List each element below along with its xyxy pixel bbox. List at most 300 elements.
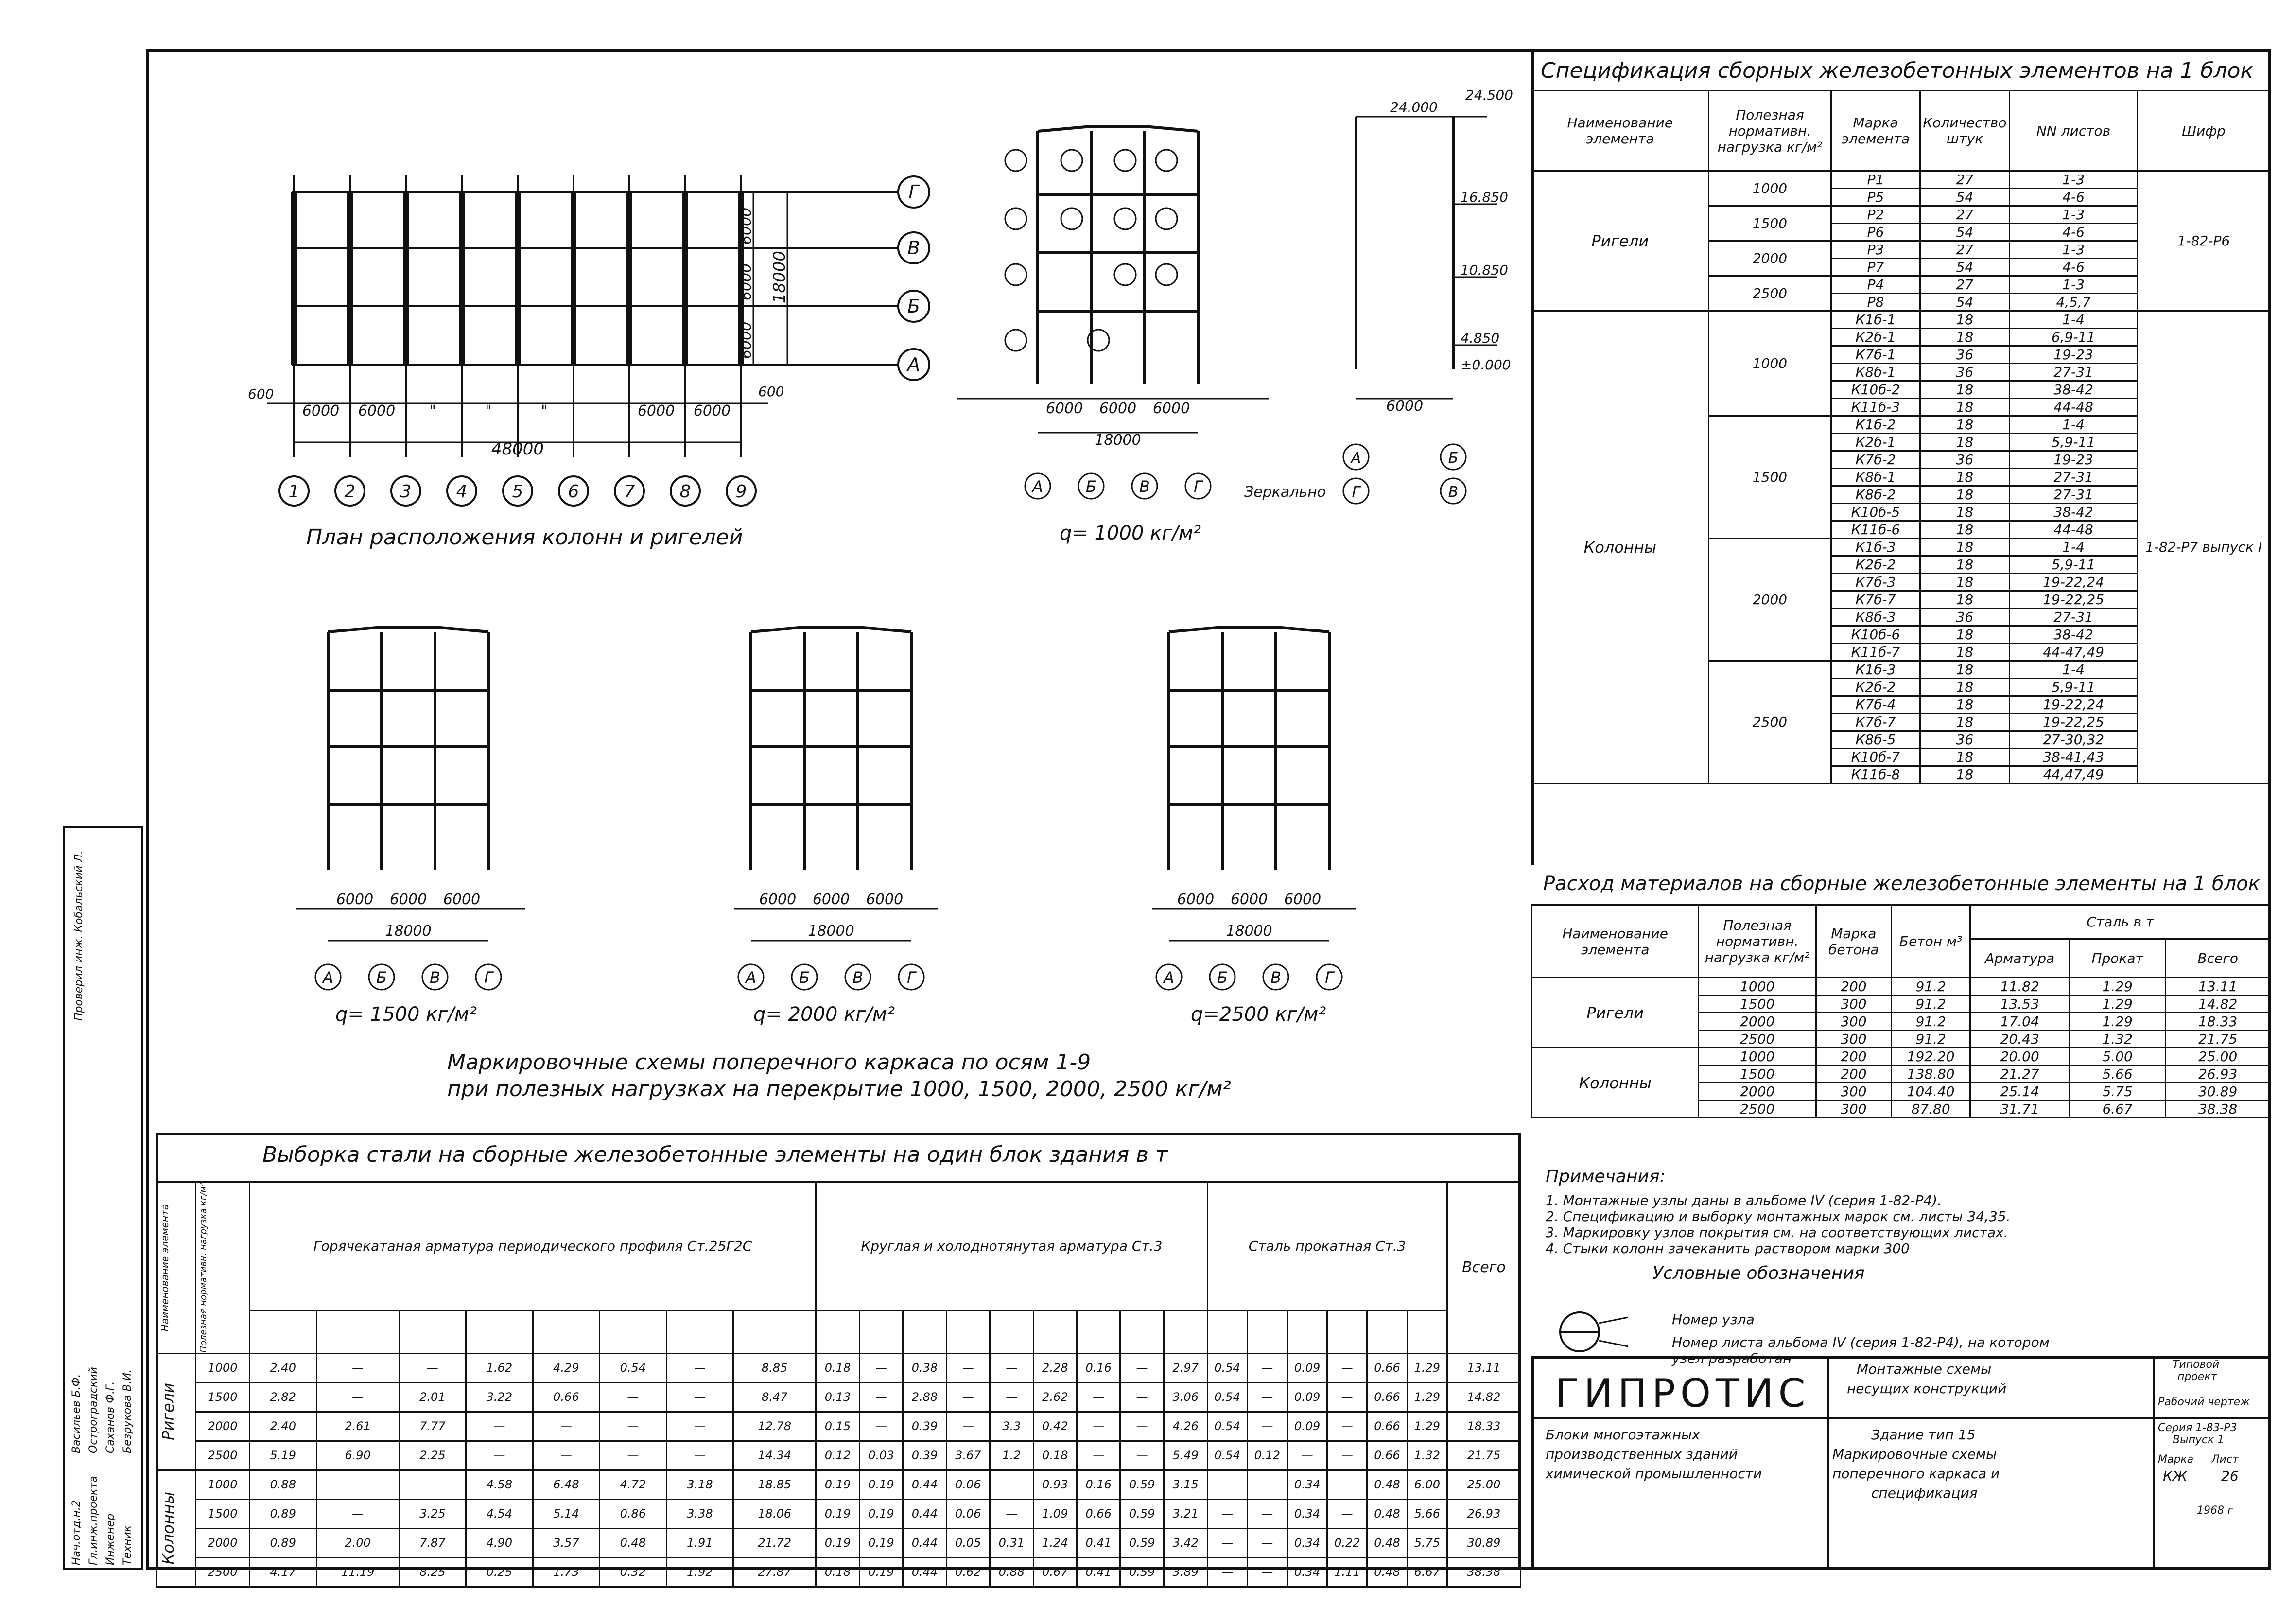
steel-cell: 0.25 — [466, 1557, 533, 1587]
mat-concrete: 91.2 — [1891, 978, 1970, 996]
steel-cell: 3.57 — [533, 1528, 600, 1557]
frame-axis-v: В — [430, 968, 440, 987]
note-4: 4. Стыки колонн зачеканить раствором марки 300 — [1546, 1240, 1910, 1257]
materials-title: Расход материалов на сборные железобетонные элементы на 1 блок — [1543, 873, 2260, 895]
spec-sheets: 44-48 — [2010, 521, 2138, 539]
spec-count: 27 — [1920, 241, 2010, 259]
steel-cell: 0.48 — [1367, 1528, 1407, 1557]
spec-count: 36 — [1920, 346, 2010, 364]
spec-mark: Р8 — [1831, 294, 1920, 311]
mat-rebar: 25.14 — [1970, 1083, 2069, 1100]
spec-sheets: 38-41,43 — [2010, 749, 2138, 766]
steel-cell: 1.24 — [1033, 1528, 1077, 1557]
steel-cell: — — [1247, 1353, 1287, 1382]
steel-cell: — — [1120, 1412, 1164, 1441]
steel-load: 1500 — [196, 1499, 250, 1528]
mat-mark: 300 — [1816, 1100, 1891, 1118]
steel-cell: — — [1077, 1382, 1120, 1412]
steel-cell: 0.44 — [903, 1499, 946, 1528]
spec-mark: К8б-5 — [1831, 731, 1920, 749]
span-dim-1: 6000 — [336, 891, 374, 908]
frame-axis-a: А — [746, 968, 756, 987]
steel-cell: 3.42 — [1164, 1528, 1207, 1557]
stamp-project-3: химической промышленности — [1546, 1466, 1762, 1482]
note-3: 3. Маркировку узлов покрытия см. на соответствующих листах. — [1546, 1224, 2008, 1240]
section-mark-24000: 24.000 — [1390, 99, 1438, 115]
axis-num-4: 4 — [456, 482, 468, 502]
steel-cell: 0.54 — [1207, 1382, 1247, 1412]
frame-axis-b: Б — [1217, 968, 1228, 987]
steel-row — [157, 1441, 1521, 1470]
steel-cell: — — [399, 1353, 466, 1382]
spec-sheets: 5,9-11 — [2010, 556, 2138, 574]
steel-cell: 5.14 — [533, 1499, 600, 1528]
steel-cell: 0.59 — [1120, 1528, 1164, 1557]
span-dim-2: 6000 — [1099, 400, 1137, 417]
steel-subheader-cell — [990, 1310, 1033, 1353]
mat-header-total: Всего — [2166, 939, 2270, 978]
steel-cell: 0.19 — [816, 1528, 859, 1557]
steel-cell: 3.15 — [1164, 1470, 1207, 1499]
mat-total: 25.00 — [2166, 1048, 2270, 1066]
steel-cell: 18.33 — [1447, 1412, 1521, 1441]
spec-count: 18 — [1920, 504, 2010, 521]
axis-num-6: 6 — [568, 482, 579, 502]
steel-load: 1500 — [196, 1382, 250, 1412]
steel-cell: 0.93 — [1033, 1470, 1077, 1499]
stamp-title-1: Здание тип 15 — [1871, 1427, 1976, 1443]
spec-sheets: 4-6 — [2010, 224, 2138, 241]
mat-rolled: 1.32 — [2069, 1031, 2166, 1048]
mat-concrete: 91.2 — [1891, 996, 1970, 1013]
span-dim-1: 6000 — [1045, 400, 1083, 417]
note-1: 1. Монтажные узлы даны в альбоме IV (серия 1-82-Р4). — [1546, 1192, 1942, 1208]
steel-row — [157, 1382, 1521, 1412]
dim-bottom-8: 600 — [758, 384, 784, 400]
axis-label-a: А — [907, 354, 920, 375]
axis-label-b: Б — [907, 296, 921, 317]
steel-cell: 8.85 — [733, 1353, 816, 1382]
steel-cell: — — [990, 1499, 1033, 1528]
steel-cell: 0.41 — [1077, 1528, 1120, 1557]
dim-total: 48000 — [491, 439, 544, 459]
span-dim-1: 6000 — [759, 891, 797, 908]
steel-subheader-cell — [859, 1310, 903, 1353]
spec-count: 18 — [1920, 574, 2010, 591]
stamp-divider-v1 — [1827, 1356, 1829, 1570]
spec-count: 27 — [1920, 171, 2010, 189]
stamp-sheet-value: 26 — [2221, 1468, 2239, 1484]
stamp-title-3: поперечного каркаса и — [1832, 1466, 2000, 1482]
frame-scheme-2500 — [1084, 617, 1434, 1031]
mat-rolled: 1.29 — [2069, 1013, 2166, 1031]
spec-sheets: 1-4 — [2010, 416, 2138, 434]
steel-cell: 4.26 — [1164, 1412, 1207, 1441]
steel-cell: 0.67 — [1033, 1557, 1077, 1587]
materials-table — [1531, 904, 2271, 1118]
side-row-3-role: Инженер — [104, 1513, 117, 1565]
mat-header-rolled: Прокат — [2069, 939, 2166, 978]
mat-header-load: Полезная нормативн. нагрузка кг/м² — [1699, 905, 1816, 978]
mat-mark: 200 — [1816, 1048, 1891, 1066]
steel-cell: 0.66 — [1367, 1412, 1407, 1441]
steel-cell: 0.86 — [600, 1499, 667, 1528]
steel-subheader-cell — [1287, 1310, 1327, 1353]
spec-load: 2500 — [1708, 661, 1831, 784]
steel-cell: — — [859, 1353, 903, 1382]
steel-cell: 0.34 — [1287, 1528, 1327, 1557]
plan-title: План расположения колонн и ригелей — [306, 525, 743, 550]
steel-cell: — — [1247, 1470, 1287, 1499]
steel-group-rolled: Сталь прокатная Ст.3 — [1207, 1182, 1447, 1311]
steel-cell: 0.89 — [250, 1528, 317, 1557]
legend-node: Номер узла — [1672, 1311, 1755, 1328]
span-total: 18000 — [1226, 923, 1272, 940]
steel-cell: — — [1077, 1441, 1120, 1470]
spec-count: 18 — [1920, 679, 2010, 696]
mat-concrete: 138.80 — [1891, 1066, 1970, 1083]
spec-mark: Р5 — [1831, 189, 1920, 206]
span-total: 18000 — [1095, 432, 1141, 449]
dim-right-3: 6000 — [738, 321, 755, 359]
frame-axis-v: В — [852, 968, 863, 987]
steel-element-name — [157, 1470, 196, 1587]
spec-mark: Р2 — [1831, 206, 1920, 224]
dim-bottom-4: " — [485, 402, 492, 419]
steel-cell: 14.34 — [733, 1441, 816, 1470]
steel-cell: — — [859, 1412, 903, 1441]
spec-sheets: 19-22,24 — [2010, 574, 2138, 591]
steel-cell: — — [946, 1353, 990, 1382]
steel-cell: — — [666, 1382, 733, 1412]
span-dim-2: 6000 — [389, 891, 427, 908]
spec-sheets: 6,9-11 — [2010, 329, 2138, 346]
steel-cell: 0.39 — [903, 1412, 946, 1441]
steel-cell: 0.48 — [1367, 1557, 1407, 1587]
spec-title: Спецификация сборных железобетонных элементов на 1 блок — [1541, 58, 2254, 83]
steel-cell: 38.38 — [1447, 1557, 1521, 1587]
spec-mark: Р1 — [1831, 171, 1920, 189]
legend-node-symbol — [1555, 1308, 1633, 1361]
steel-cell: — — [1327, 1353, 1367, 1382]
steel-cell: 3.25 — [399, 1499, 466, 1528]
spec-mark: К10б-2 — [1831, 381, 1920, 399]
steel-cell: — — [316, 1382, 399, 1412]
spec-sheets: 44,47,49 — [2010, 766, 2138, 784]
steel-subheader-cell — [250, 1310, 317, 1353]
steel-cell: — — [600, 1441, 667, 1470]
steel-load: 2500 — [196, 1557, 250, 1587]
steel-cell: 0.06 — [946, 1470, 990, 1499]
spec-header-load: Полезная нормативн. нагрузка кг/м² — [1708, 91, 1831, 171]
spec-count: 18 — [1920, 311, 2010, 329]
dim-bottom-0: 600 — [248, 386, 274, 402]
spec-sheets: 1-4 — [2010, 539, 2138, 556]
span-total: 18000 — [808, 923, 854, 940]
steel-row — [157, 1528, 1521, 1557]
side-row-1-name: Васильев Б.Ф. — [70, 1374, 83, 1453]
frame-axis-v: В — [1139, 477, 1150, 496]
notes-title: Примечания: — [1546, 1167, 1666, 1187]
steel-cell: 8.47 — [733, 1382, 816, 1412]
steel-cell: 0.54 — [1207, 1441, 1247, 1470]
spec-header-count: Количество штук — [1920, 91, 2010, 171]
steel-cell: 1.32 — [1407, 1441, 1447, 1470]
spec-count: 54 — [1920, 189, 2010, 206]
mat-rebar: 21.27 — [1970, 1066, 2069, 1083]
spec-sheets: 1-3 — [2010, 171, 2138, 189]
spec-count: 18 — [1920, 661, 2010, 679]
axis-num-7: 7 — [624, 482, 635, 502]
load-label-1500: q= 1500 кг/м² — [335, 1003, 477, 1026]
steel-cell: 2.00 — [316, 1528, 399, 1557]
mat-header-name: Наименование элемента — [1532, 905, 1699, 978]
steel-row — [157, 1470, 1521, 1499]
stamp-sheet-label: Лист — [2211, 1453, 2239, 1466]
spec-element-name: Ригели — [1532, 171, 1709, 311]
spec-mark: К1б-2 — [1831, 416, 1920, 434]
section-mark-16850: 16.850 — [1461, 189, 1508, 205]
mat-concrete: 87.80 — [1891, 1100, 1970, 1118]
spec-count: 18 — [1920, 416, 2010, 434]
span-total: 18000 — [385, 923, 432, 940]
steel-cell: — — [990, 1353, 1033, 1382]
steel-subheader-cell — [1077, 1310, 1120, 1353]
steel-cell: — — [1120, 1382, 1164, 1412]
steel-subheader-cell — [399, 1310, 466, 1353]
steel-cell: 0.39 — [903, 1441, 946, 1470]
spec-count: 18 — [1920, 539, 2010, 556]
spec-count: 36 — [1920, 731, 2010, 749]
mat-mark: 300 — [1816, 1083, 1891, 1100]
mat-rolled: 1.29 — [2069, 978, 2166, 996]
steel-cell: 3.18 — [666, 1470, 733, 1499]
spec-sheets: 19-22,25 — [2010, 714, 2138, 731]
section-mark-zero: ±0.000 — [1461, 357, 1511, 373]
steel-cell: 6.00 — [1407, 1470, 1447, 1499]
spec-count: 54 — [1920, 259, 2010, 276]
steel-cell: — — [946, 1382, 990, 1412]
mat-header-steel: Сталь в т — [1970, 905, 2270, 939]
axis-num-1: 1 — [288, 482, 300, 502]
spec-sheets: 5,9-11 — [2010, 679, 2138, 696]
steel-subheader-cell — [733, 1310, 816, 1353]
steel-cell: 0.09 — [1287, 1412, 1327, 1441]
steel-cell: 27.87 — [733, 1557, 816, 1587]
spec-load: 1500 — [1708, 416, 1831, 539]
spec-sheets: 1-4 — [2010, 661, 2138, 679]
steel-cell: — — [859, 1382, 903, 1412]
spec-load: 2500 — [1708, 276, 1831, 311]
steel-subheader-cell — [1247, 1310, 1287, 1353]
stamp-type-1: Типовой — [2173, 1359, 2220, 1371]
spec-sheets: 1-3 — [2010, 276, 2138, 294]
steel-subheader-cell — [1033, 1310, 1077, 1353]
steel-cell: 7.77 — [399, 1412, 466, 1441]
steel-cell: — — [316, 1353, 399, 1382]
mat-total: 18.33 — [2166, 1013, 2270, 1031]
steel-cell: 2.62 — [1033, 1382, 1077, 1412]
spec-mark: К10б-5 — [1831, 504, 1920, 521]
mat-rolled: 1.29 — [2069, 996, 2166, 1013]
dim-bottom-2: 6000 — [358, 402, 396, 419]
spec-sheets: 38-42 — [2010, 504, 2138, 521]
steel-cell: 5.49 — [1164, 1441, 1207, 1470]
column-section-drawing — [1244, 87, 1513, 520]
steel-cell: 0.34 — [1287, 1499, 1327, 1528]
section-span: 6000 — [1386, 398, 1424, 415]
spec-sheets: 44-48 — [2010, 399, 2138, 416]
spec-count: 18 — [1920, 469, 2010, 486]
side-row-1-role: Нач.отд.н.2 — [70, 1500, 83, 1565]
spec-sheets: 27-31 — [2010, 486, 2138, 504]
steel-cell: 0.19 — [859, 1470, 903, 1499]
steel-cell: 2.25 — [399, 1441, 466, 1470]
spec-mark: К10б-6 — [1831, 626, 1920, 644]
steel-cell: 0.32 — [600, 1557, 667, 1587]
frame-axis-v: В — [1270, 968, 1281, 987]
spec-table — [1531, 90, 2271, 784]
legend-sheet-2: узел разработан — [1672, 1350, 1792, 1366]
steel-cell: — — [533, 1441, 600, 1470]
mat-mark: 300 — [1816, 1031, 1891, 1048]
spec-header-cipher: Шифр — [2138, 91, 2270, 171]
spec-count: 18 — [1920, 434, 2010, 451]
spec-count: 18 — [1920, 381, 2010, 399]
steel-row — [157, 1353, 1521, 1382]
steel-cell: — — [1327, 1499, 1367, 1528]
stamp-title-4: спецификация — [1871, 1485, 1978, 1501]
mat-rebar: 20.00 — [1970, 1048, 2069, 1066]
steel-cell: — — [600, 1382, 667, 1412]
mat-load: 2500 — [1699, 1100, 1816, 1118]
steel-load: 1000 — [196, 1353, 250, 1382]
steel-cell: 0.42 — [1033, 1412, 1077, 1441]
steel-cell: 0.06 — [946, 1499, 990, 1528]
steel-cell: — — [1207, 1557, 1247, 1587]
steel-cell: 1.29 — [1407, 1382, 1447, 1412]
steel-table — [156, 1181, 1521, 1588]
steel-cell: 0.44 — [903, 1528, 946, 1557]
steel-cell: 1.29 — [1407, 1353, 1447, 1382]
spec-sheets: 1-4 — [2010, 311, 2138, 329]
steel-cell: 0.38 — [903, 1353, 946, 1382]
steel-cell: 0.48 — [1367, 1499, 1407, 1528]
steel-element-name-text: Ригели — [159, 1383, 177, 1441]
mat-mark: 300 — [1816, 1013, 1891, 1031]
mat-header-concrete: Бетон м³ — [1891, 905, 1970, 978]
steel-cell: 30.89 — [1447, 1528, 1521, 1557]
span-dim-2: 6000 — [1230, 891, 1268, 908]
spec-count: 54 — [1920, 294, 2010, 311]
spec-count: 54 — [1920, 224, 2010, 241]
spec-load: 1000 — [1708, 311, 1831, 416]
mat-rebar: 11.82 — [1970, 978, 2069, 996]
mat-load: 2000 — [1699, 1013, 1816, 1031]
steel-cell: 0.18 — [816, 1353, 859, 1382]
steel-cell: 8.25 — [399, 1557, 466, 1587]
mat-total: 13.11 — [2166, 978, 2270, 996]
steel-cell: 0.59 — [1120, 1499, 1164, 1528]
axis-num-5: 5 — [512, 482, 523, 502]
spec-mark: К2б-2 — [1831, 556, 1920, 574]
spec-header-mark: Марка элемента — [1831, 91, 1920, 171]
steel-cell: — — [1247, 1412, 1287, 1441]
steel-cell: 2.28 — [1033, 1353, 1077, 1382]
spec-mark: К7б-1 — [1831, 346, 1920, 364]
steel-subheader-cell — [466, 1310, 533, 1353]
mat-rolled: 6.67 — [2069, 1100, 2166, 1118]
frame-axis-a: А — [1032, 477, 1043, 496]
spec-count: 18 — [1920, 766, 2010, 784]
steel-cell: 2.88 — [903, 1382, 946, 1412]
steel-cell: — — [1327, 1470, 1367, 1499]
spec-count: 18 — [1920, 521, 2010, 539]
steel-group-hot: Горячекатаная арматура периодического профиля Ст.25Г2С — [250, 1182, 816, 1311]
steel-row — [157, 1557, 1521, 1587]
steel-cell: 0.48 — [600, 1528, 667, 1557]
spec-load: 2000 — [1708, 539, 1831, 661]
spec-load: 1000 — [1708, 171, 1831, 206]
spec-mark: К2б-1 — [1831, 329, 1920, 346]
axis-num-8: 8 — [679, 482, 691, 502]
stamp-mark-value: КЖ — [2163, 1468, 2188, 1484]
steel-cell: 0.19 — [859, 1557, 903, 1587]
span-dim-3: 6000 — [1284, 891, 1322, 908]
steel-cell: — — [1247, 1557, 1287, 1587]
side-row-3-name: Саханов Ф.Г. — [104, 1381, 117, 1453]
steel-cell: 3.89 — [1164, 1557, 1207, 1587]
load-label-2500: q=2500 кг/м² — [1191, 1003, 1326, 1026]
spec-mark: К11б-6 — [1831, 521, 1920, 539]
steel-cell: — — [316, 1470, 399, 1499]
mat-load: 1500 — [1699, 996, 1816, 1013]
steel-cell: — — [666, 1353, 733, 1382]
steel-cell: 0.59 — [1120, 1470, 1164, 1499]
steel-cell: — — [1247, 1382, 1287, 1412]
steel-cell: 1.73 — [533, 1557, 600, 1587]
steel-cell: — — [1207, 1499, 1247, 1528]
steel-row — [157, 1412, 1521, 1441]
steel-cell: 4.90 — [466, 1528, 533, 1557]
spec-mark: К11б-8 — [1831, 766, 1920, 784]
stamp-divider-h1 — [1531, 1417, 2271, 1419]
steel-title: Выборка стали на сборные железобетонные элементы на один блок здания в т — [262, 1142, 1168, 1167]
spec-mark: К8б-1 — [1831, 364, 1920, 381]
spec-mark: К1б-3 — [1831, 539, 1920, 556]
mat-concrete: 104.40 — [1891, 1083, 1970, 1100]
steel-col-name: Наименование элемента — [159, 1204, 171, 1331]
frame-scheme-1500 — [243, 617, 593, 1031]
mat-rolled: 5.75 — [2069, 1083, 2166, 1100]
mat-total: 26.93 — [2166, 1066, 2270, 1083]
mat-total: 38.38 — [2166, 1100, 2270, 1118]
steel-cell: 0.59 — [1120, 1557, 1164, 1587]
spec-sheets: 27-31 — [2010, 469, 2138, 486]
spec-sheets: 5,9-11 — [2010, 434, 2138, 451]
steel-cell: 5.75 — [1407, 1528, 1447, 1557]
steel-subheader-cell — [316, 1310, 399, 1353]
steel-cell: — — [1287, 1441, 1327, 1470]
spec-count: 18 — [1920, 696, 2010, 714]
steel-cell: — — [990, 1382, 1033, 1412]
column-plan-drawing — [219, 146, 996, 574]
steel-cell: 5.19 — [250, 1441, 317, 1470]
mat-concrete: 91.2 — [1891, 1031, 1970, 1048]
steel-subheader-cell — [533, 1310, 600, 1353]
steel-cell: 1.2 — [990, 1441, 1033, 1470]
steel-cell: 1.09 — [1033, 1499, 1077, 1528]
